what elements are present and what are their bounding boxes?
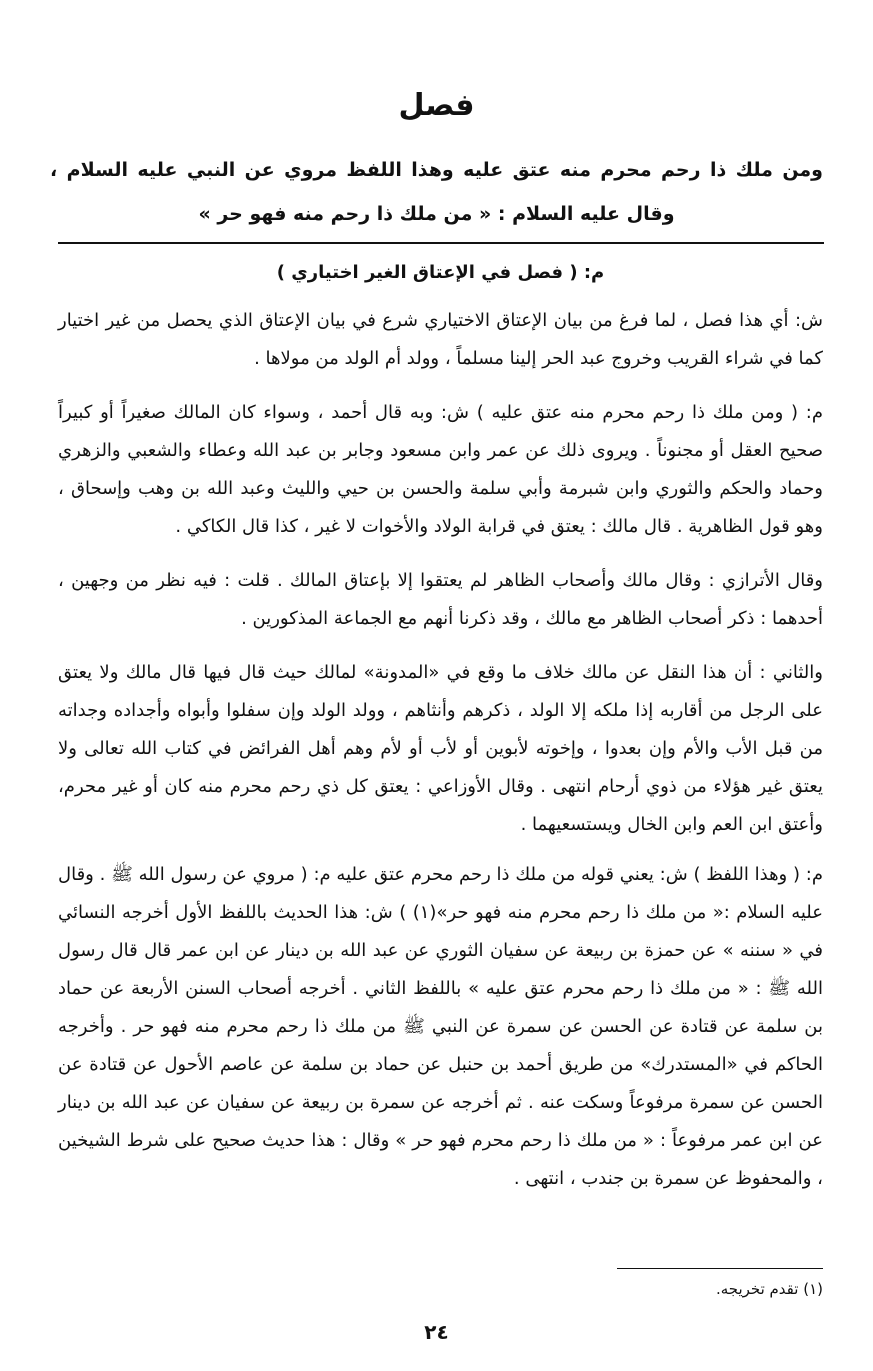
- paragraph-2: م: ( ومن ملك ذا رحم محرم منه عتق عليه ) ش: وبه قال أحمد ، وسواء كان المالك صغيراً أو كبيراً صحيح العقل أو مجنوناً . ويروى ذلك عن عمر وابن مسعود وجابر بن عبد الله وعطاء والشعبي والزهري وحماد والحكم والثوري وابن شبرمة وأبي سلمة والحسن بن حيي والليث وعبد الله بن وهب وإسحاق ، وهو قول الظاهرية . قال مالك : يعتق في قرابة الولاد والأخوات لا غير ، كذا قال الكاكي .: [58, 402, 823, 537]
- footnote: (١) تقدم تخريجه.: [715, 1280, 823, 1298]
- paragraph-5: م: ( وهذا اللفظ ) ش: يعني قوله من ملك ذا رحم محرم عتق عليه م: ( مروي عن رسول الله ﷺ . وقال عليه السلام :« من ملك ذا رحم محرم منه فهو حر»(١) ) ش: هذا الحديث باللفظ الأول أخرجه النسائي في « سننه » عن حمزة بن ربيعة عن سفيان الثوري عن عبد الله بن دينار عن ابن عمر قال قال رسول الله ﷺ : « من ملك ذا رحم محرم عتق عليه » باللفظ الثاني . أخرجه أصحاب السنن الأربعة عن حماد بن سلمة عن قتادة عن الحسن عن سمرة عن النبي ﷺ من ملك ذا رحم محرم منه فهو حر . وأخرجه الحاكم في «المستدرك» من طريق أحمد بن حنبل عن حماد بن سلمة عن عاصم الأحول عن قتادة عن الحسن عن سمرة مرفوعاً وسكت عنه . ثم أخرجه عن سمرة بن ربيعة عن سفيان عن عبد الله بن دينار عن ابن عمر مرفوعاً : « من ملك ذا رحم محرم فهو حر » وقال : هذا حديث صحيح على شرط الشيخين ، والمحفوظ عن سمرة بن جندب ، انتهى .: [58, 864, 823, 1189]
- commentary-body: [58, 254, 823, 1214]
- footnote-divider: [617, 1268, 823, 1269]
- section-heading: م: ( فصل في الإعتاق الغير اختياري ): [276, 262, 605, 283]
- paragraph-1: ش: أي هذا فصل ، لما فرغ من بيان الإعتاق الاختياري شرع في بيان الإعتاق الذي يحصل من غير اختيار كما في شراء القريب وخروج عبد الحر إلينا مسلماً ، وولد أم الولد من مولاها .: [58, 310, 823, 369]
- matn-text: ومن ملك ذا رحم محرم منه عتق عليه وهذا اللفظ مروي عن النبي عليه السلام ، وقال عليه السلام : « من ملك ذا رحم منه فهو حر »: [50, 159, 823, 225]
- page-title: فصل: [398, 88, 475, 123]
- paragraph-4: والثاني : أن هذا النقل عن مالك خلاف ما وقع في «المدونة» لمالك حيث قال فيها قال مالك ولا يعتق على الرجل من أقاربه إذا ملكه إلا الولد ، ذكرهم وأنثاهم ، وولد الولد وإن سفلوا وأبواه وأجداده وجداته من قبل الأب والأم وإن بعدوا ، وإخوته لأبوين أو لأب أو لأم وهم أهل الفرائض في كتاب الله تعالى ولا يعتق غير هؤلاء من ذوي أرحام انتهى . وقال الأوزاعي : يعتق كل ذي رحم محرم منه كان أو غير محرم، وأعتق ابن العم وابن الخال ويستسعيهما .: [58, 662, 823, 835]
- page-number: ٢٤: [424, 1320, 449, 1344]
- paragraph-3: وقال الأترازي : وقال مالك وأصحاب الظاهر لم يعتقوا إلا بإعتاق المالك . قلت : فيه نظر من وجهين ، أحدهما : ذكر أصحاب الظاهر مع مالك ، وقد ذكرنا أنهم مع الجماعة المذكورين .: [58, 570, 823, 629]
- matn-divider: [58, 242, 824, 244]
